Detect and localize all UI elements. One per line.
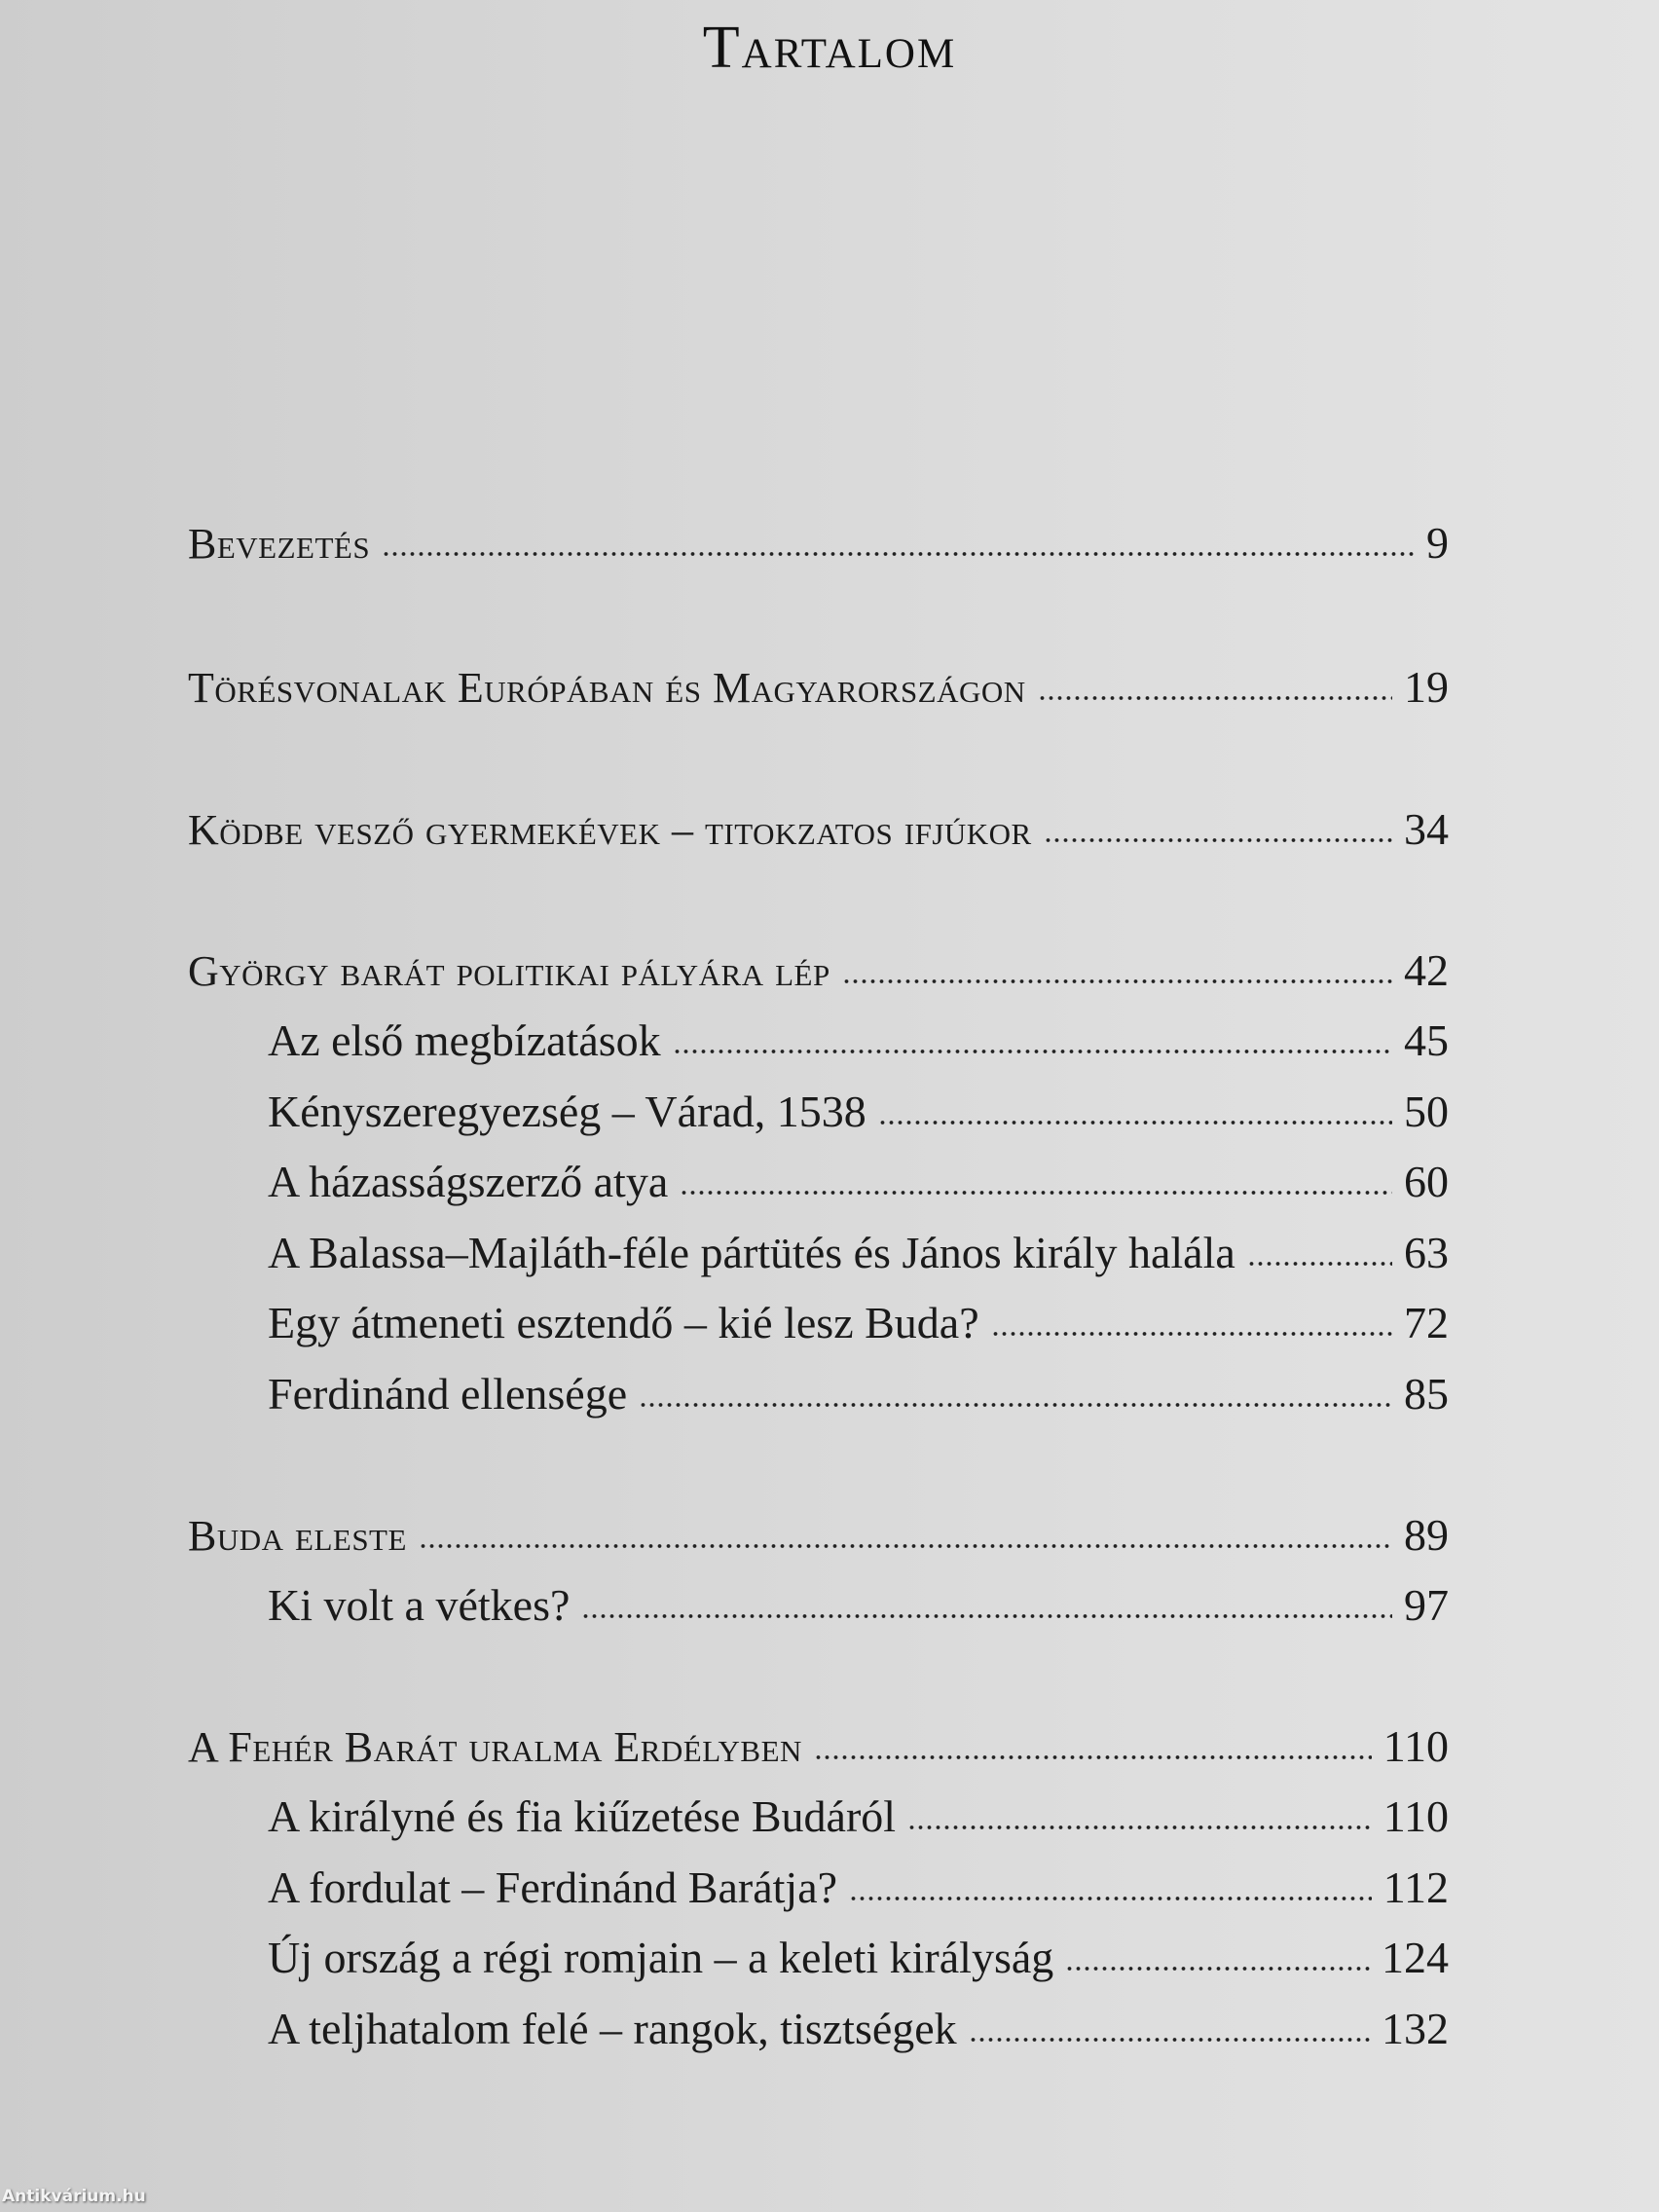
page-title: Tartalom: [702, 15, 957, 81]
toc-entry-title: Új ország a régi romjain – a keleti királyság: [268, 1933, 1054, 1982]
toc-entry-page: 42: [1404, 945, 1449, 995]
toc-entry: [188, 658, 1449, 717]
toc-entry: [268, 2000, 1449, 2058]
toc-entry-title: Ferdinánd ellensége: [268, 1369, 628, 1419]
dot-leader: [842, 977, 1392, 985]
toc-entry-page: 124: [1382, 1933, 1449, 1982]
dot-leader: [907, 1824, 1372, 1831]
toc-entry-page: 63: [1404, 1228, 1449, 1277]
toc-entry-title: György barát politikai pályára lép: [188, 947, 830, 995]
toc-entry: [268, 1012, 1449, 1070]
toc-entry-title: A fordulat – Ferdinánd Barátja?: [268, 1862, 838, 1912]
dot-leader: [814, 1753, 1372, 1761]
dot-leader: [673, 1048, 1392, 1055]
toc-entry-title: Törésvonalak Európában és Magyarországon: [188, 664, 1026, 712]
toc-entry: [268, 1083, 1449, 1141]
dot-leader: [991, 1330, 1392, 1338]
toc-entry-page: 50: [1404, 1087, 1449, 1136]
toc-entry: [268, 1365, 1449, 1423]
toc-entry-title: Az első megbízatások: [268, 1015, 661, 1065]
toc-entry-page: 85: [1404, 1369, 1449, 1419]
dot-leader: [680, 1189, 1392, 1197]
toc-entry-page: 72: [1404, 1298, 1449, 1347]
toc-entry-title: Ködbe vesző gyermekévek – titokzatos ifjúkor: [188, 806, 1032, 854]
toc-entry: [268, 1929, 1449, 1987]
toc-entry-page: 45: [1404, 1015, 1449, 1065]
toc-entry-title: A teljhatalom felé – rangok, tisztségek: [268, 2004, 957, 2053]
dot-leader: [639, 1401, 1392, 1409]
toc-entry: [188, 941, 1449, 1000]
toc-entry: [268, 1224, 1449, 1282]
dot-leader: [581, 1612, 1392, 1620]
toc-entry-title: Kényszeregyezség – Várad, 1538: [268, 1087, 866, 1136]
toc-entry-page: 110: [1382, 1791, 1449, 1841]
dot-leader: [1065, 1965, 1370, 1972]
toc-entry-title: Buda eleste: [188, 1512, 407, 1560]
dot-leader: [382, 550, 1415, 558]
toc-entry-page: 19: [1404, 662, 1449, 712]
toc-entry: [188, 800, 1449, 859]
watermark: Antikvárium.hu: [2, 2187, 146, 2206]
toc-entry-page: 97: [1404, 1580, 1449, 1630]
toc-entry: [188, 1717, 1449, 1776]
dot-leader: [878, 1119, 1392, 1126]
toc-entry-page: 34: [1404, 804, 1449, 854]
dot-leader: [849, 1895, 1372, 1902]
dot-leader: [419, 1542, 1392, 1550]
toc-entry-page: 89: [1404, 1510, 1449, 1560]
dot-leader: [1038, 694, 1392, 702]
toc-entry-page: 60: [1404, 1157, 1449, 1206]
toc-entry-title: A Balassa–Majláth-féle pártütés és János király halála: [268, 1228, 1235, 1277]
toc-entry-page: 132: [1382, 2004, 1449, 2053]
toc-entry: [268, 1294, 1449, 1352]
toc-entry: [268, 1576, 1449, 1635]
dot-leader: [1247, 1260, 1392, 1268]
toc-entry-title: Bevezetés: [188, 520, 371, 568]
toc-entry: [268, 1788, 1449, 1846]
toc-entry: [268, 1859, 1449, 1917]
toc-entry: [268, 1153, 1449, 1211]
toc-entry: [188, 514, 1449, 572]
toc-entry-title: Ki volt a vétkes?: [268, 1580, 571, 1630]
toc-entry-title: A házasságszerző atya: [268, 1157, 669, 1206]
toc-entry-title: A Fehér Barát uralma Erdélyben: [188, 1723, 802, 1771]
toc-entry-title: A királyné és fia kiűzetése Budáról: [268, 1791, 897, 1841]
toc-entry: [188, 1506, 1449, 1565]
toc-entry-page: 9: [1426, 518, 1449, 568]
toc-entry-title: Egy átmeneti esztendő – kié lesz Buda?: [268, 1298, 979, 1347]
toc-entry-page: 110: [1382, 1721, 1449, 1771]
dot-leader: [969, 2036, 1370, 2044]
toc-entry-page: 112: [1382, 1862, 1449, 1912]
dot-leader: [1044, 836, 1392, 844]
